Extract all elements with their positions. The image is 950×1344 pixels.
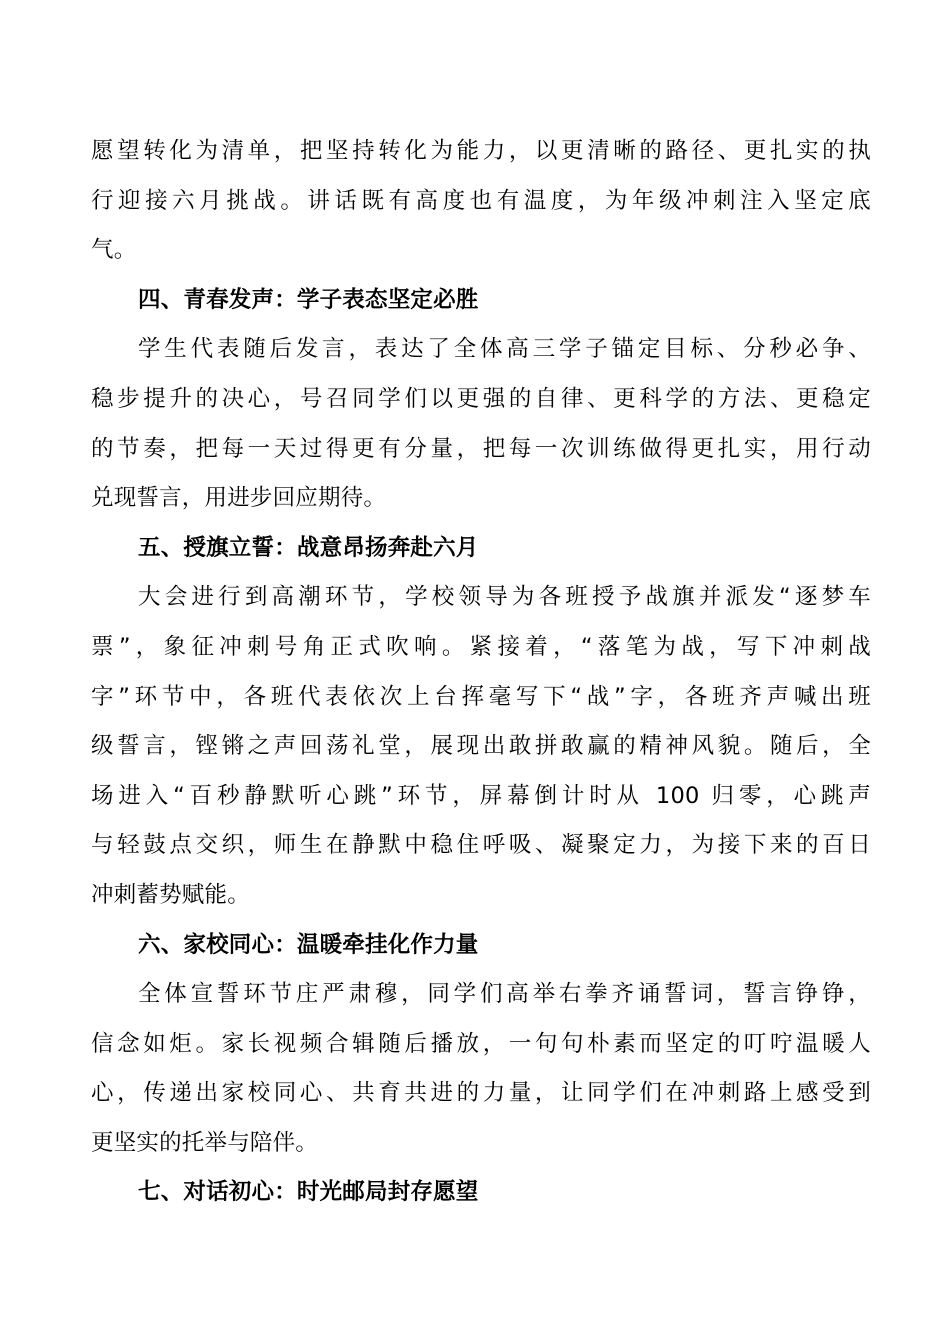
- text-line: 级誓言，铿锵之声回荡礼堂，展现出敢拼敢赢的精神风貌。随后，全: [91, 733, 871, 760]
- section-heading-4: 四、青春发声：学子表态坚定必胜: [138, 286, 479, 313]
- section-heading-5: 五、授旗立誓：战意昂扬奔赴六月: [138, 534, 479, 561]
- text-line: 稳步提升的决心，号召同学们以更强的自律、更科学的方法、更稳定: [91, 385, 871, 412]
- text-line: 气。: [91, 237, 137, 264]
- text-line: 更坚实的托举与陪伴。: [91, 1129, 319, 1156]
- text-line: 场进入“百秒静默听心跳”环节，屏幕倒计时从 100 归零，心跳声: [91, 782, 871, 809]
- text-line: 学生代表随后发言，表达了全体高三学子锚定目标、分秒必争、: [138, 336, 871, 363]
- text-line: 行迎接六月挑战。讲话既有高度也有温度，为年级冲刺注入坚定底: [91, 187, 871, 214]
- text-line: 愿望转化为清单，把坚持转化为能力，以更清晰的路径、更扎实的执: [91, 138, 871, 164]
- text-line: 兑现誓言，用进步回应期待。: [91, 485, 387, 512]
- paragraph-flag-ceremony: [91, 573, 871, 920]
- section-heading-6: 六、家校同心：温暖牵挂化作力量: [138, 931, 479, 958]
- document-page: [91, 127, 871, 1218]
- section-heading-7: 七、对话初心：时光邮局封存愿望: [138, 1179, 479, 1206]
- text-line: 心，传递出家校同心、共育共进的力量，让同学们在冲刺路上感受到: [91, 1080, 871, 1107]
- text-line: 大会进行到高潮环节，学校领导为各班授予战旗并派发“逐梦车: [138, 584, 871, 611]
- text-line: 票”，象征冲刺号角正式吹响。紧接着，“落笔为战，写下冲刺战: [91, 633, 871, 660]
- text-line: 字”环节中，各班代表依次上台挥毫写下“战”字，各班齐声喊出班: [91, 683, 871, 710]
- text-line: 的节奏，把每一天过得更有分量，把每一次训练做得更扎实，用行动: [91, 435, 871, 462]
- text-line: 与轻鼓点交织，师生在静默中稳住呼吸、凝聚定力，为接下来的百日: [91, 832, 871, 859]
- paragraph-continuation: [91, 127, 871, 276]
- paragraph-family-school: [91, 970, 871, 1168]
- paragraph-student-speech: [91, 325, 871, 523]
- text-line: 冲刺蓄势赋能。: [91, 881, 250, 908]
- text-line: 全体宣誓环节庄严肃穆，同学们高举右拳齐诵誓词，誓言铮铮，: [138, 981, 871, 1008]
- text-line: 信念如炬。家长视频合辑随后播放，一句句朴素而坚定的叮咛温暖人: [91, 1030, 871, 1057]
